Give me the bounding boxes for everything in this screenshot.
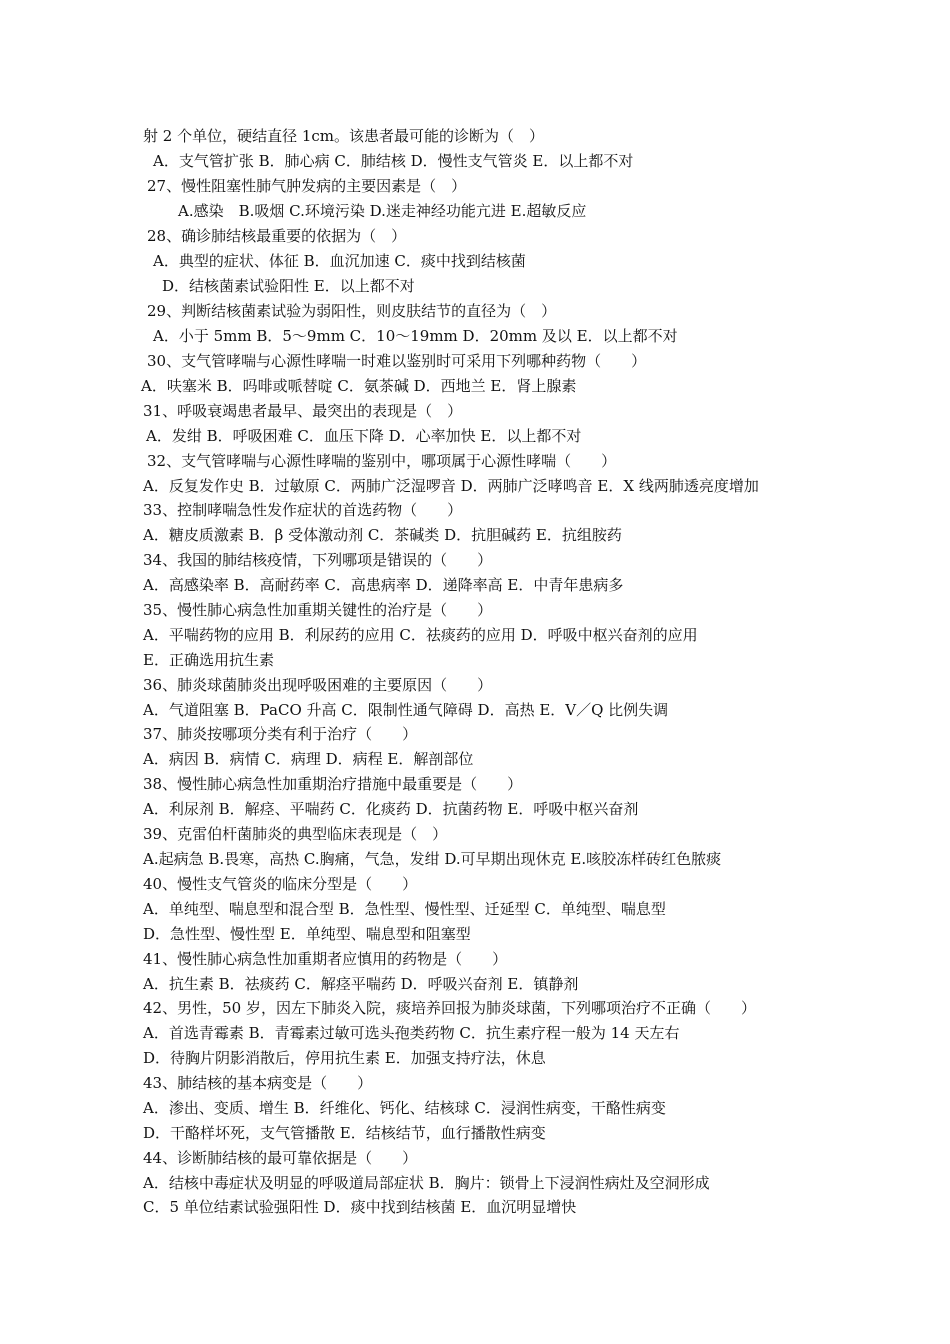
question-line: 42、男性，50 岁，因左下肺炎入院，痰培养回报为肺炎球菌，下列哪项治疗不正确（ ）	[143, 999, 756, 1017]
text-line: A．结核中毒症状及明显的呼吸道局部症状 B．胸片：锁骨上下浸润性病灶及空洞形成	[143, 1174, 710, 1192]
question-line: 39、克雷伯杆菌肺炎的典型临床表现是（ ）	[143, 825, 448, 843]
text-line: A．呋塞米 B．吗啡或哌替啶 C．氨茶碱 D．西地兰 E．肾上腺素	[141, 377, 577, 395]
question-line: 35、慢性肺心病急性加重期关键性的治疗是（ ）	[143, 601, 493, 619]
text-line: A．病因 B．病情 C．病理 D．病程 E．解剖部位	[143, 750, 474, 768]
text-line: A．平喘药物的应用 B．利尿药的应用 C．祛痰药的应用 D．呼吸中枢兴奋剂的应用	[143, 626, 698, 644]
text-line: 射 2 个单位，硬结直径 1cm。该患者最可能的诊断为（ ）	[143, 127, 545, 145]
question-line: 41、慢性肺心病急性加重期者应慎用的药物是（ ）	[143, 950, 508, 968]
text-line: A．支气管扩张 B．肺心病 C．肺结核 D．慢性支气管炎 E．以上都不对	[153, 152, 634, 170]
question-line: 27、慢性阻塞性肺气肿发病的主要因素是（ ）	[147, 177, 467, 195]
text-line: A．典型的症状、体征 B．血沉加速 C．痰中找到结核菌	[153, 252, 526, 270]
text-line: A．糖皮质激素 B．β 受体激动剂 C．茶碱类 D．抗胆碱药 E．抗组胺药	[143, 526, 622, 544]
text-line: A．渗出、变质、增生 B．纤维化、钙化、结核球 C．浸润性病变，干酪性病变	[143, 1099, 666, 1117]
question-line: 34、我国的肺结核疫情，下列哪项是错误的（ ）	[143, 551, 493, 569]
question-line: 36、肺炎球菌肺炎出现呼吸困难的主要原因（ ）	[143, 676, 493, 694]
text-line: D．结核菌素试验阳性 E．以上都不对	[162, 277, 415, 295]
text-line: A．小于 5mm B．5～9mm C．10～19mm D．20mm 及以 E．以上都不对	[153, 327, 678, 345]
text-line: A．抗生素 B．祛痰药 C．解痉平喘药 D．呼吸兴奋剂 E．镇静剂	[143, 975, 579, 993]
question-line: 28、确诊肺结核最重要的依据为（ ）	[147, 227, 407, 245]
question-line: 44、诊断肺结核的最可靠依据是（ ）	[143, 1149, 418, 1167]
text-line: A．高感染率 B．高耐药率 C．高患病率 D．递降率高 E．中青年患病多	[143, 576, 624, 594]
text-line: D．急性型、慢性型 E．单纯型、喘息型和阻塞型	[143, 925, 471, 943]
text-line: C．5 单位结素试验强阳性 D．痰中找到结核菌 E．血沉明显增快	[143, 1198, 577, 1216]
question-line: 29、判断结核菌素试验为弱阳性，则皮肤结节的直径为（ ）	[147, 302, 557, 320]
text-line: E．正确选用抗生素	[143, 651, 274, 669]
question-line: 37、肺炎按哪项分类有利于治疗（ ）	[143, 725, 418, 743]
text-line: D．待胸片阴影消散后，停用抗生素 E．加强支持疗法，休息	[143, 1049, 546, 1067]
text-line: A．利尿剂 B．解痉、平喘药 C．化痰药 D．抗菌药物 E．呼吸中枢兴奋剂	[143, 800, 639, 818]
question-line: 40、慢性支气管炎的临床分型是（ ）	[143, 875, 418, 893]
text-line: D．干酪样坏死，支气管播散 E．结核结节，血行播散性病变	[143, 1124, 546, 1142]
text-line: A．首选青霉素 B．青霉素过敏可选头孢类药物 C．抗生素疗程一般为 14 天左右	[143, 1024, 680, 1042]
text-line: A．发绀 B．呼吸困难 C．血压下降 D．心率加快 E．以上都不对	[146, 427, 582, 445]
question-line: 38、慢性肺心病急性加重期治疗措施中最重要是（ ）	[143, 775, 523, 793]
text-line: A．反复发作史 B．过敏原 C．两肺广泛湿啰音 D．两肺广泛哮鸣音 E．X 线两肺透亮度增加	[143, 477, 759, 495]
text-line: A.感染 B.吸烟 C.环境污染 D.迷走神经功能亢进 E.超敏反应	[178, 202, 587, 220]
text-line: A．单纯型、喘息型和混合型 B．急性型、慢性型、迁延型 C．单纯型、喘息型	[143, 900, 666, 918]
question-line: 43、肺结核的基本病变是（ ）	[143, 1074, 373, 1092]
question-line: 30、支气管哮喘与心源性哮喘一时难以鉴别时可采用下列哪种药物（ ）	[147, 352, 647, 370]
question-line: 32、支气管哮喘与心源性哮喘的鉴别中，哪项属于心源性哮喘（ ）	[147, 452, 617, 470]
question-line: 33、控制哮喘急性发作症状的首选药物（ ）	[143, 501, 463, 519]
text-line: A．气道阻塞 B．PaCO 升高 C．限制性通气障碍 D．高热 E．V／Q 比例失调	[143, 701, 669, 719]
text-line: A.起病急 B.畏寒，高热 C.胸痛，气急，发绀 D.可早期出现休克 E.咳胶冻样砖红色脓痰	[143, 850, 722, 868]
question-line: 31、呼吸衰竭患者最早、最突出的表现是（ ）	[143, 402, 463, 420]
